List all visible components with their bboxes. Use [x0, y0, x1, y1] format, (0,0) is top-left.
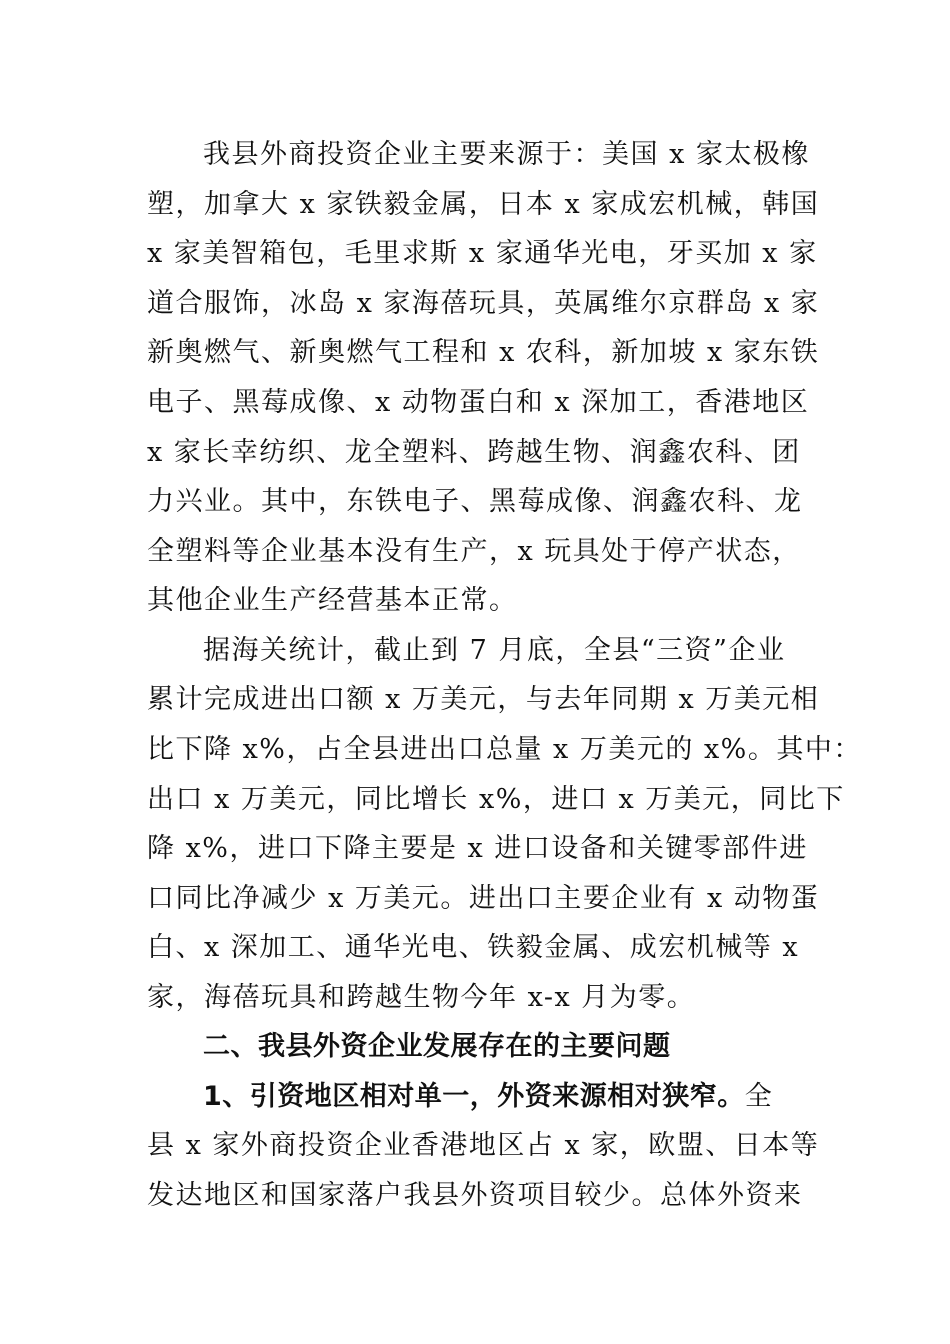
- paragraph-3-first-line-rest: 全: [744, 1081, 774, 1112]
- paragraph-3-line-1: [0, 1079, 950, 1115]
- paragraph-1-line-4: 道合服饰，冰岛 x 家海蓓玩具，英属维尔京群岛 x 家: [147, 288, 820, 319]
- paragraph-2-line-1: 据海关统计，截止到 7 月底，全县“三资”企业: [203, 635, 786, 666]
- paragraph-3-line-3: 发达地区和国家落户我县外资项目较少。总体外资来: [147, 1180, 803, 1211]
- paragraph-2-line-2: 累计完成进出口额 x 万美元，与去年同期 x 万美元相: [147, 684, 820, 715]
- paragraph-1-line-10: 其他企业生产经营基本正常。: [147, 585, 518, 616]
- paragraph-3-bold-lead: 1、引资地区相对单一，外资来源相对狭窄。: [203, 1081, 745, 1112]
- paragraph-2-line-3: 比下降 x%，占全县进出口总量 x 万美元的 x%。其中：: [147, 734, 862, 765]
- paragraph-1-line-8: 力兴业。其中，东铁电子、黑莓成像、润鑫农科、龙: [147, 486, 803, 517]
- paragraph-1-line-3: x 家美智箱包，毛里求斯 x 家通华光电，牙买加 x 家: [147, 238, 818, 269]
- paragraph-1-line-9: 全塑料等企业基本没有生产，x 玩具处于停产状态，: [147, 536, 801, 567]
- paragraph-1-line-5: 新奥燃气、新奥燃气工程和 x 农科，新加坡 x 家东铁: [147, 337, 820, 368]
- paragraph-2-line-7: 白、x 深加工、通华光电、铁毅金属、成宏机械等 x: [147, 932, 800, 963]
- paragraph-3-line-2: 县 x 家外商投资企业香港地区占 x 家，欧盟、日本等: [147, 1130, 820, 1161]
- paragraph-2-line-5: 降 x%，进口下降主要是 x 进口设备和关键零部件进: [147, 833, 808, 864]
- paragraph-1-line-7: x 家长幸纺织、龙全塑料、跨越生物、润鑫农科、团: [147, 437, 801, 468]
- paragraph-2-line-4: 出口 x 万美元，同比增长 x%，进口 x 万美元，同比下: [147, 784, 845, 815]
- paragraph-1-line-1: 我县外商投资企业主要来源于：美国 x 家太极橡: [203, 139, 810, 170]
- section-heading: 二、我县外资企业发展存在的主要问题: [203, 1031, 671, 1062]
- paragraph-1-line-6: 电子、黑莓成像、x 动物蛋白和 x 深加工，香港地区: [147, 387, 810, 418]
- paragraph-2-line-8: 家，海蓓玩具和跨越生物今年 x-x 月为零。: [147, 982, 696, 1013]
- paragraph-1-line-2: 塑，加拿大 x 家铁毅金属，日本 x 家成宏机械，韩国: [147, 189, 820, 220]
- paragraph-2-line-6: 口同比净减少 x 万美元。进出口主要企业有 x 动物蛋: [147, 883, 820, 914]
